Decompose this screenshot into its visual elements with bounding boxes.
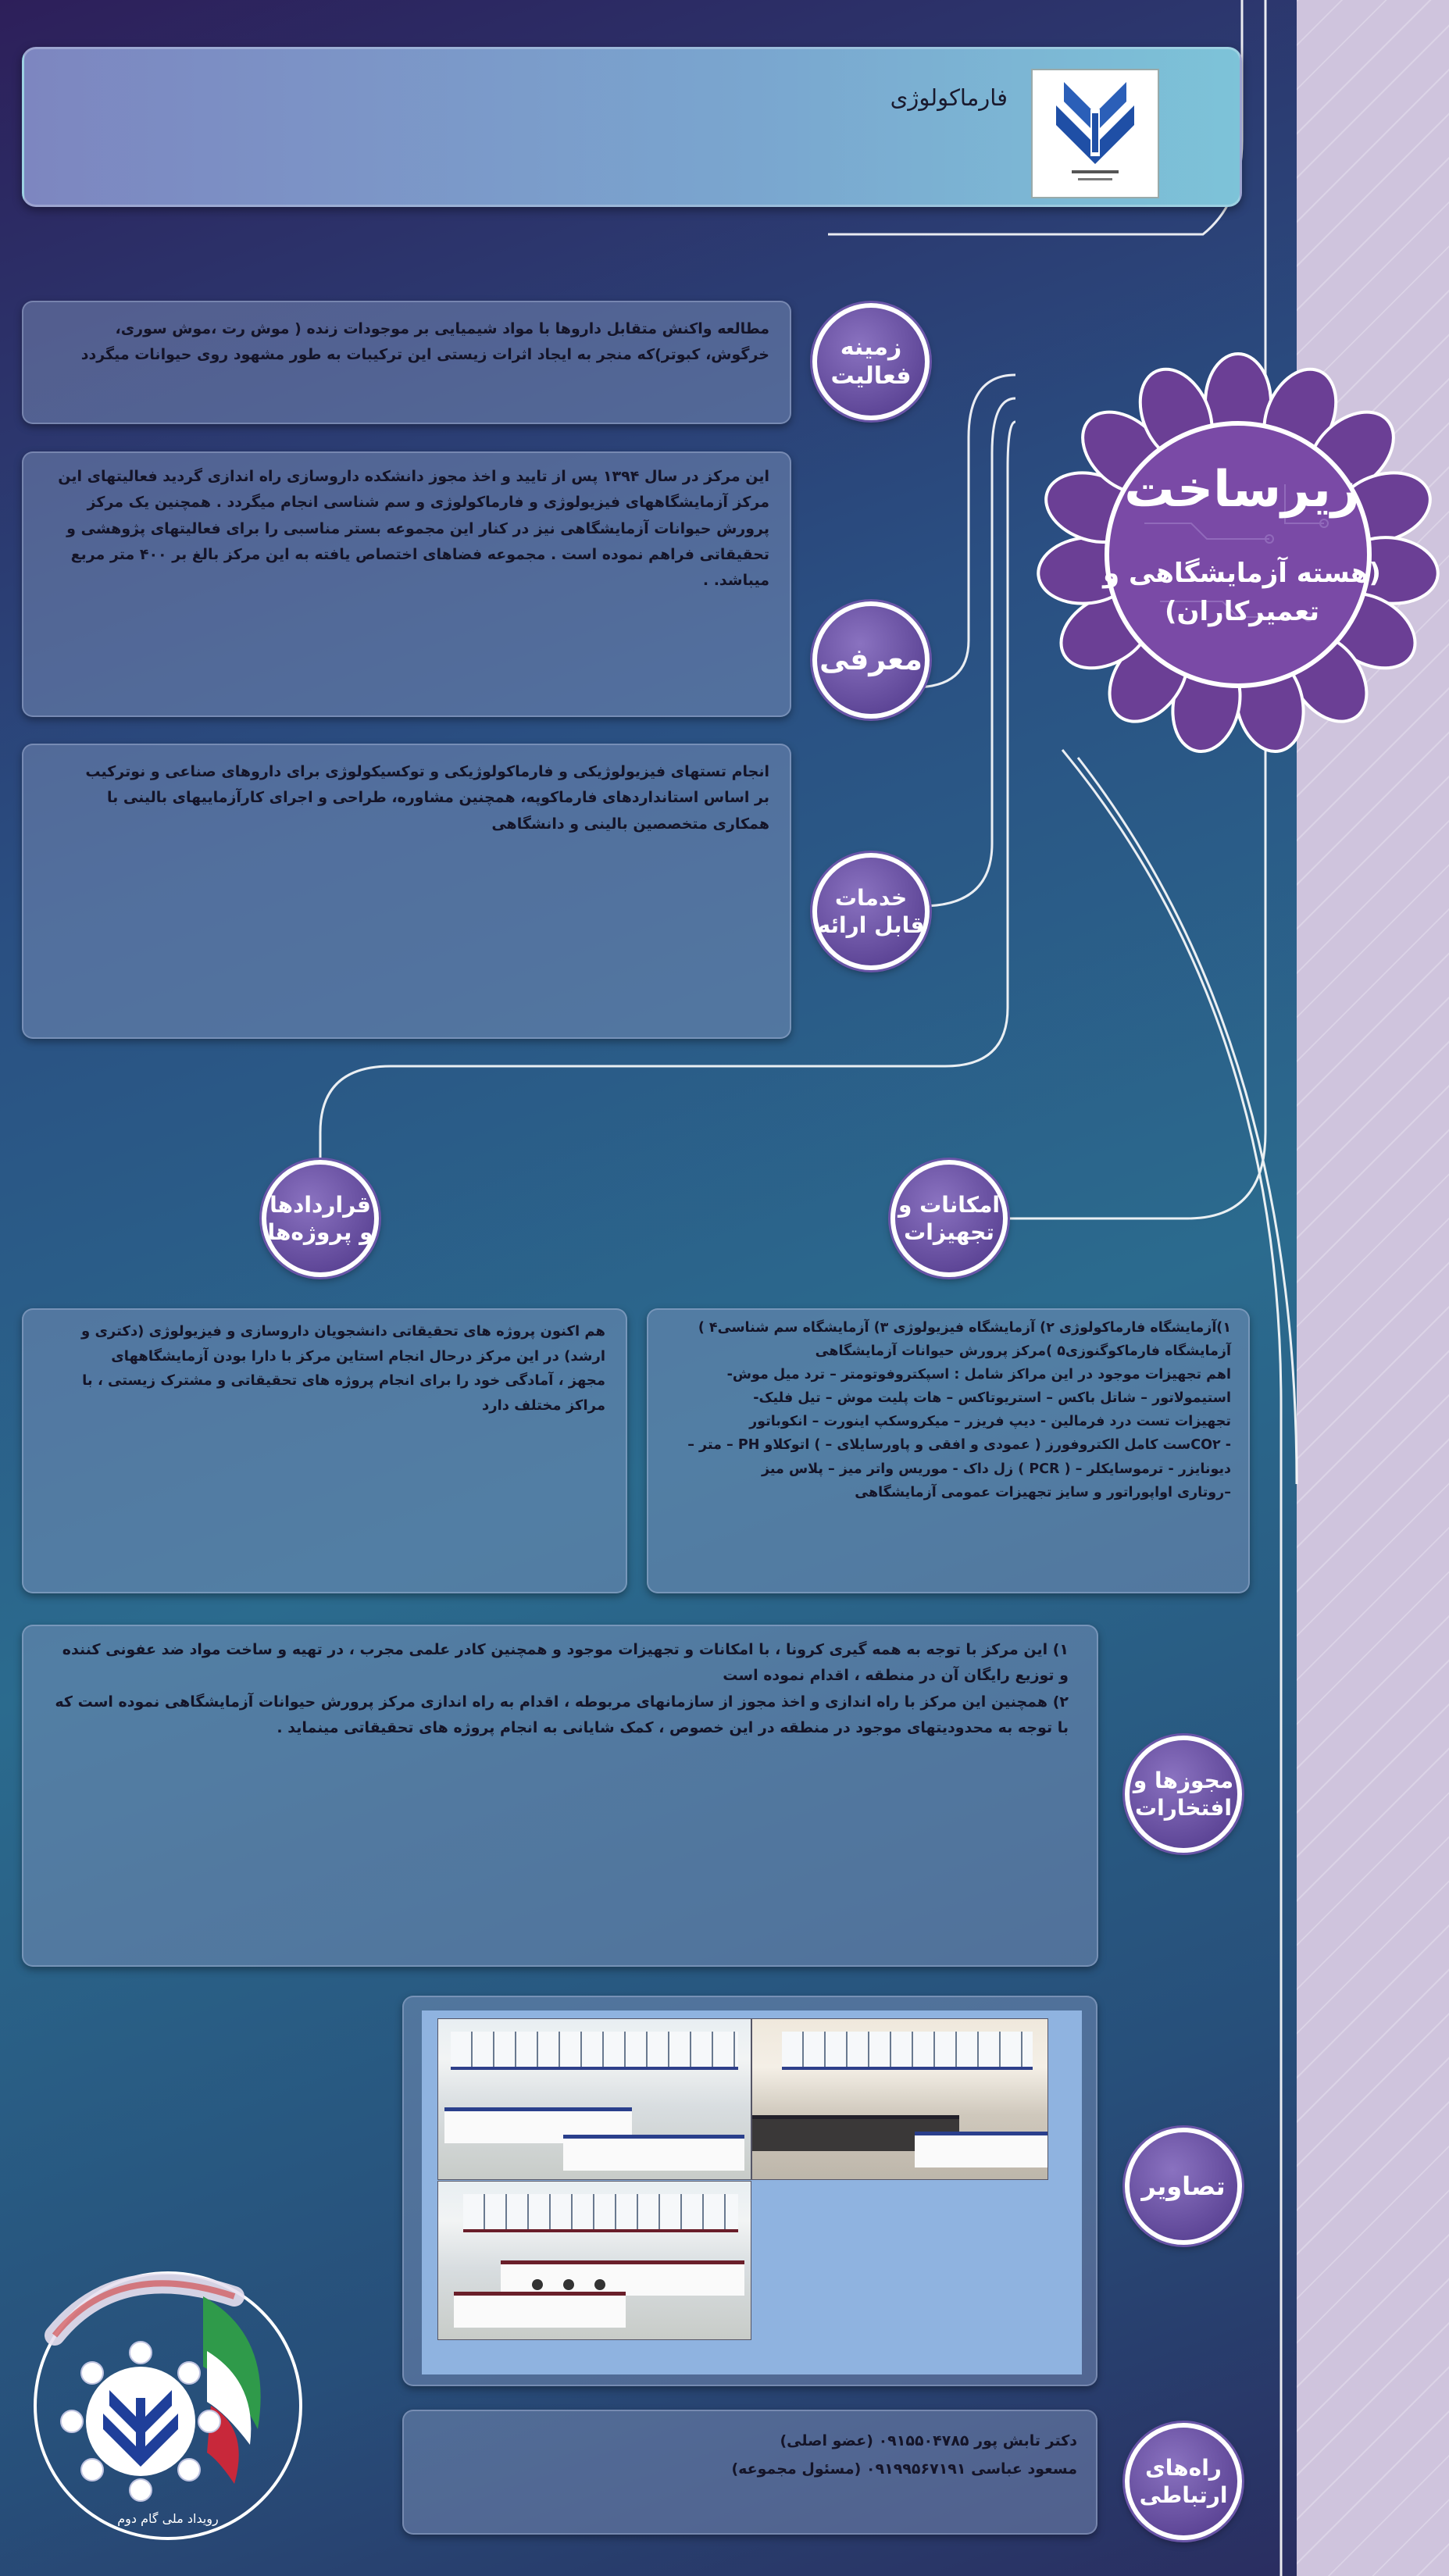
services-panel: [22, 744, 791, 1039]
permit-item: ۱) این مرکز با توجه به همه گیری کرونا ، با امکانات و تجهیزات موجود و همچنین کادر علمی مجرب ، در تهیه و ساخت مواد ضد عفونی کننده و توزیع رایگان آن در منطقه ، اقدام نموده است: [62, 1641, 1069, 1685]
services-badge: خدمات قابل ارائه: [812, 853, 930, 970]
emblem-footer-text: رویداد ملی گام دوم: [117, 2511, 219, 2526]
permit-item: ۲) همچنین این مرکز با راه اندازی و اخذ مجوز از سازمانهای مربوطه ، اقدام به راه اندازی مرکز پرورش حیوانات آزمایشگاهی نموده است که با توجه به محدودیتهای موجود در منطقه در این خصوص ، کمک شایانی به انجام پروژه های تحقیقاتی مینماید .: [55, 1693, 1069, 1736]
field-badge: زمینه فعالیت: [812, 303, 930, 420]
contact-panel: [402, 2410, 1097, 2535]
contracts-badge: قراردادها و پروژه‌ها: [262, 1160, 379, 1277]
equipment-line: –روتاری اواپوراتور و سایز تجهیزات عمومی آزمایشگاهی: [855, 1484, 1231, 1500]
intro-text: این مرکز در سال ۱۳۹۴ پس از تایید و اخذ مجوز دانشکده داروسازی راه اندازی گردید فعالیتهای این مرکز آزمایشگاههای فیزیولوژی و فارماکولوژی و سم شناسی انجام میگردد . همچنین یک مرکز پرورش حیوانات آزمایشگاهی نیز در کنار این مجموعه بستر مناسبی را برای فعالیتهای پژوهشی و تحقیقاتی فراهم نموده است . مجموعه فضاهای اختصاص یافته به این مرکز بالغ بر ۴۰۰ متر مربع میباشد. .: [58, 468, 769, 589]
contact-line: دکتر تابش پور ۰۹۱۵۵۰۴۷۸۵ (عضو اصلی): [780, 2432, 1077, 2449]
contracts-panel: [22, 1308, 627, 1593]
equipment-line: ۱)آزمایشگاه فارماکولوژی ۲) آزمایشگاه فیزیولوژی ۳) آزمایشگاه سم شناسی۴ ): [698, 1320, 1231, 1336]
equipment-panel: [647, 1308, 1250, 1593]
equipment-badge: امکانات و تجهیزات: [890, 1160, 1008, 1277]
contact-badge: راه‌های ارتباطی: [1125, 2423, 1242, 2540]
contracts-text: هم اکنون پروژه های تحقیقاتی دانشجویان داروسازی و فیزیولوژی (دکتری و ارشد) در این مرکز درحال انجام استاین مرکز با دارا بودن آزمایشگاههای مجهز ، آمادگی خود را برای انجام پروژه های تحقیقاتی و مشترک زیستی ، با مراکز مختلف دارد: [80, 1323, 605, 1414]
lab-photo-1[interactable]: [437, 2018, 751, 2180]
lab-photo-2[interactable]: [751, 2018, 1048, 2180]
images-badge: تصاویر: [1125, 2128, 1242, 2245]
contact-list: [404, 2411, 1096, 2483]
contact-line: مسعود عباسی ۰۹۱۹۹۵۶۷۱۹۱ (مسئول مجموعه): [731, 2460, 1077, 2478]
university-logo: [1031, 69, 1159, 198]
page-title: فارماکولوژی: [890, 84, 1008, 111]
equipment-line: اهم تجهیزات موجود در این مراکز شامل : اسپکتروفوتومتر – ترد میل موش-: [726, 1367, 1231, 1383]
equipment-line: تجهیزات تست درد فرمالین - دیپ فریزر – میکروسکپ اینورت – انکوباتور: [749, 1414, 1231, 1430]
equipment-line: دیونایزر - ترموسایکلر – ( PCR ) زل داک - موریس واتر میز – پلاس میز: [761, 1461, 1231, 1477]
equipment-list: [648, 1310, 1248, 1504]
services-text: انجام تستهای فیزیولوژیکی و فارماکولوژیکی و توکسیکولوژی برای داروهای صناعی و نوترکیب بر اساس استانداردهای فارماکوپه، همچنین مشاوره، طراحی و اجرای کارآزماییهای بالینی با همکاری متخصصین بالینی و دانشگاهی: [85, 763, 769, 833]
field-text: مطالعه واکنش متقابل داروها با مواد شیمیایی بر موجودات زنده ( موش رت ،موش سوری، خرگوش، کبوتر)که منجر به ایجاد اثرات زیستی این ترکیبات به طور مشهود روی حیوانات میگردد: [80, 320, 769, 364]
hub-subtitle: (هسته آزمایشگاهی و تعمیرکاران): [1103, 558, 1381, 628]
permits-badge: مجوزها و افتخارات: [1125, 1736, 1242, 1853]
anniversary-emblem: [23, 2250, 312, 2546]
hub-title: زیرساخت: [1124, 461, 1360, 519]
equipment-line: استیمولاتور – شاتل باکس – استریوتاکس – هات پلیت موش – تیل فلیک-: [753, 1390, 1231, 1407]
intro-panel: [22, 451, 791, 717]
equipment-line: - CO۲ست کامل الکتروفورز ( عمودی و افقی و پاورسایلای – ) اتوکلاو PH – متر –: [687, 1437, 1231, 1454]
permits-list: [23, 1626, 1097, 1741]
equipment-line: آزمایشگاه فارماکوگنوزی۵ )مرکز پرورش حیوانات آزمایشگاهی: [815, 1343, 1231, 1360]
lab-photo-3[interactable]: [437, 2181, 751, 2340]
permits-panel: [22, 1625, 1098, 1967]
field-panel: [22, 301, 791, 424]
intro-badge: معرفی: [812, 601, 930, 719]
photo-gallery: [422, 2010, 1082, 2374]
